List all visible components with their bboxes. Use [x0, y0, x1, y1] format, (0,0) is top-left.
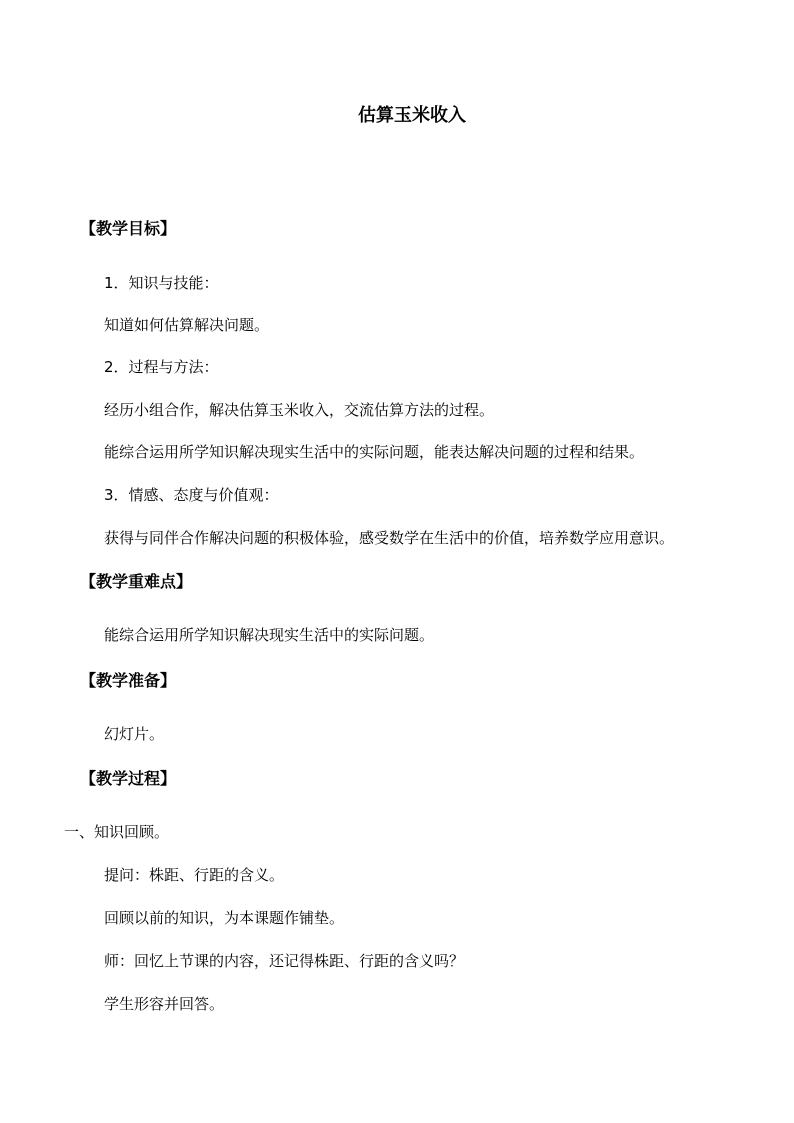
paragraph: 回顾以前的知识，为本课题作铺垫。 — [104, 909, 345, 927]
section-heading-preparation: 【教学准备】 — [80, 671, 177, 690]
paragraph: 提问：株距、行距的含义。 — [104, 866, 285, 884]
paragraph: 获得与同伴合作解决问题的积极体验，感受数学在生活中的价值，培养数学应用意识。 — [104, 529, 675, 547]
paragraph: 知道如何估算解决问题。 — [104, 316, 270, 334]
paragraph: 师：回忆上节课的内容，还记得株距、行距的含义吗？ — [104, 952, 465, 970]
document-title: 估算玉米收入 — [358, 105, 466, 126]
paragraph: 2．过程与方法： — [104, 358, 219, 376]
paragraph: 幻灯片。 — [104, 725, 165, 743]
paragraph: 学生形容并回答。 — [104, 995, 225, 1013]
section-heading-process: 【教学过程】 — [80, 769, 177, 788]
paragraph: 能综合运用所学知识解决现实生活中的实际问题。 — [104, 626, 435, 644]
paragraph: 1．知识与技能： — [104, 274, 219, 292]
section-heading-objectives: 【教学目标】 — [80, 219, 177, 238]
paragraph: 一、知识回顾。 — [64, 823, 170, 841]
paragraph: 能综合运用所学知识解决现实生活中的实际问题，能表达解决问题的过程和结果。 — [104, 443, 645, 461]
paragraph: 经历小组合作，解决估算玉米收入，交流估算方法的过程。 — [104, 401, 495, 419]
paragraph: 3．情感、态度与价值观： — [104, 486, 279, 504]
section-heading-key-points: 【教学重难点】 — [80, 572, 193, 591]
